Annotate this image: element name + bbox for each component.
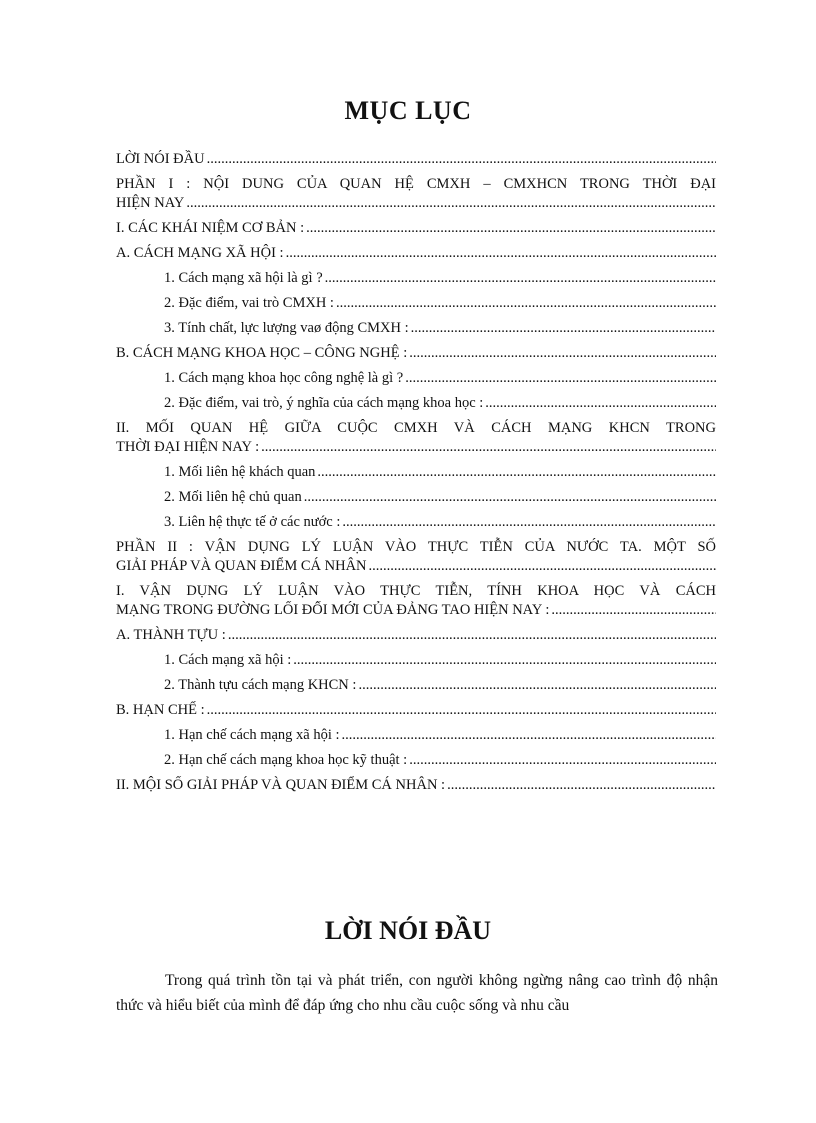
toc-leader-dots — [207, 150, 716, 169]
toc-entry-text: 2. Đặc điểm, vai trò, ý nghĩa của cách mạng khoa học : — [164, 395, 484, 411]
toc-leader-dots — [306, 219, 716, 238]
toc-entry — [116, 219, 716, 238]
toc-entry-text: MẠNG TRONG ĐƯỜNG LỐI ĐỔI MỚI CỦA ĐẢNG TAO HIỆN NAY : — [116, 602, 550, 618]
toc-entry — [116, 582, 716, 620]
toc-leader-dots — [405, 369, 716, 388]
toc-entry-row — [116, 438, 716, 457]
toc-entry-text: II. MỘI SỐ GIẢI PHÁP VÀ QUAN ĐIỂM CÁ NHÂN : — [116, 777, 446, 793]
toc-entry — [116, 538, 716, 576]
toc-entry-text: 1. Cách mạng xã hội : — [164, 652, 292, 668]
toc-entry — [116, 513, 716, 532]
toc-entry-row — [116, 626, 716, 645]
toc-leader-dots — [409, 751, 716, 770]
toc-entry-text: 1. Cách mạng khoa học công nghệ là gì ? — [164, 370, 404, 386]
toc-entry-text-line1: PHẦN II : VẬN DỤNG LÝ LUẬN VÀO THỰC TIỄN CỦA NƯỚC TA. MỘT SỐ — [116, 539, 716, 555]
toc-leader-dots — [336, 294, 716, 313]
toc-entry-text: 2. Hạn chế cách mạng khoa học kỹ thuật : — [164, 752, 408, 768]
toc-entry — [116, 294, 716, 313]
toc-entry-text-line1: II. MỐI QUAN HỆ GIỮA CUỘC CMXH VÀ CÁCH MẠNG KHCN TRONG — [116, 420, 716, 436]
toc-entry-text: GIẢI PHÁP VÀ QUAN ĐIỂM CÁ NHÂN — [116, 558, 367, 574]
toc-entry-row — [116, 557, 716, 576]
toc-entry — [116, 701, 716, 720]
toc-leader-dots — [411, 319, 716, 338]
toc-entry-text-line1: I. VẬN DỤNG LÝ LUẬN VÀO THỰC TIỄN, TÍNH KHOA HỌC VÀ CÁCH — [116, 583, 716, 599]
toc-entry-row — [164, 513, 716, 532]
toc-entry-text: LỜI NÓI ĐẦU — [116, 151, 205, 167]
toc-entry — [116, 676, 716, 695]
toc-leader-dots — [447, 776, 716, 795]
toc-leader-dots — [342, 726, 716, 745]
toc-leader-dots — [409, 344, 716, 363]
toc-entry-text: HIỆN NAY — [116, 195, 185, 211]
toc-leader-dots — [286, 244, 716, 263]
toc-entry-row — [116, 244, 716, 263]
toc-entry — [116, 419, 716, 457]
toc-entry — [116, 394, 716, 413]
toc-entry-text: B. CÁCH MẠNG KHOA HỌC – CÔNG NGHỆ : — [116, 345, 408, 361]
toc-entry-row — [116, 194, 716, 213]
toc-entry — [116, 150, 716, 169]
toc-leader-dots — [186, 194, 716, 213]
toc-entry-text: 1. Mối liên hệ khách quan — [164, 464, 316, 480]
toc-entry — [116, 776, 716, 795]
toc-entry — [116, 651, 716, 670]
toc-entry-row — [164, 319, 716, 338]
toc-entry — [116, 369, 716, 388]
toc-entry — [116, 488, 716, 507]
toc-entry — [116, 269, 716, 288]
toc-leader-dots — [261, 438, 716, 457]
toc-entry — [116, 319, 716, 338]
toc-entry-row — [164, 369, 716, 388]
toc-entry-row — [164, 651, 716, 670]
toc-entry-row — [164, 294, 716, 313]
toc-entry-text: 1. Hạn chế cách mạng xã hội : — [164, 727, 340, 743]
preface-paragraph: Trong quá trình tồn tại và phát triển, con người không ngừng nâng cao trình độ nhận thức và hiểu biết của mình để đáp ứng cho nhu cầu cuộc sống và nhu cầu — [116, 972, 718, 1014]
toc-entry-row — [116, 601, 716, 620]
toc-title: MỤC LỤC — [344, 96, 472, 125]
toc-entry — [116, 463, 716, 482]
toc-leader-dots — [358, 676, 716, 695]
toc-leader-dots — [485, 394, 716, 413]
toc-entry-row — [116, 776, 716, 795]
toc-leader-dots — [317, 463, 716, 482]
toc-entry — [116, 751, 716, 770]
toc-entry-row — [164, 269, 716, 288]
table-of-contents — [116, 150, 716, 801]
toc-entry-text: 2. Thành tựu cách mạng KHCN : — [164, 677, 357, 693]
toc-entry-row — [164, 751, 716, 770]
toc-entry — [116, 626, 716, 645]
toc-entry — [116, 344, 716, 363]
toc-entry-text: 2. Mối liên hệ chủ quan — [164, 489, 302, 505]
toc-entry-text: I. CÁC KHÁI NIỆM CƠ BẢN : — [116, 220, 305, 236]
toc-entry — [116, 175, 716, 213]
toc-entry-text: 3. Liên hệ thực tế ở các nước : — [164, 514, 341, 530]
toc-entry-row — [164, 488, 716, 507]
toc-entry-row — [164, 463, 716, 482]
preface-title: LỜI NÓI ĐẦU — [324, 916, 492, 945]
toc-entry — [116, 244, 716, 263]
toc-entry-row — [164, 726, 716, 745]
toc-leader-dots — [228, 626, 716, 645]
toc-entry-row — [116, 344, 716, 363]
toc-entry-text: B. HẠN CHẾ : — [116, 702, 205, 718]
toc-entry-row — [164, 676, 716, 695]
toc-entry-row — [116, 701, 716, 720]
toc-entry-row — [116, 219, 716, 238]
toc-entry-text: 1. Cách mạng xã hội là gì ? — [164, 270, 323, 286]
toc-entry-row — [164, 394, 716, 413]
toc-leader-dots — [293, 651, 716, 670]
toc-leader-dots — [342, 513, 716, 532]
toc-leader-dots — [207, 701, 716, 720]
toc-entry-text: 3. Tính chất, lực lượng vaø động CMXH : — [164, 320, 409, 336]
toc-leader-dots — [551, 601, 716, 620]
toc-leader-dots — [325, 269, 716, 288]
toc-entry — [116, 726, 716, 745]
toc-entry-row — [116, 150, 716, 169]
toc-entry-text: A. CÁCH MẠNG XÃ HỘI : — [116, 245, 284, 261]
toc-entry-text-line1: PHẦN I : NỘI DUNG CỦA QUAN HỆ CMXH – CMXHCN TRONG THỜI ĐẠI — [116, 176, 716, 192]
toc-entry-text: 2. Đặc điểm, vai trò CMXH : — [164, 295, 334, 311]
toc-leader-dots — [304, 488, 716, 507]
toc-entry-text: A. THÀNH TỰU : — [116, 627, 226, 643]
toc-leader-dots — [369, 557, 716, 576]
toc-entry-text: THỜI ĐẠI HIỆN NAY : — [116, 439, 260, 455]
